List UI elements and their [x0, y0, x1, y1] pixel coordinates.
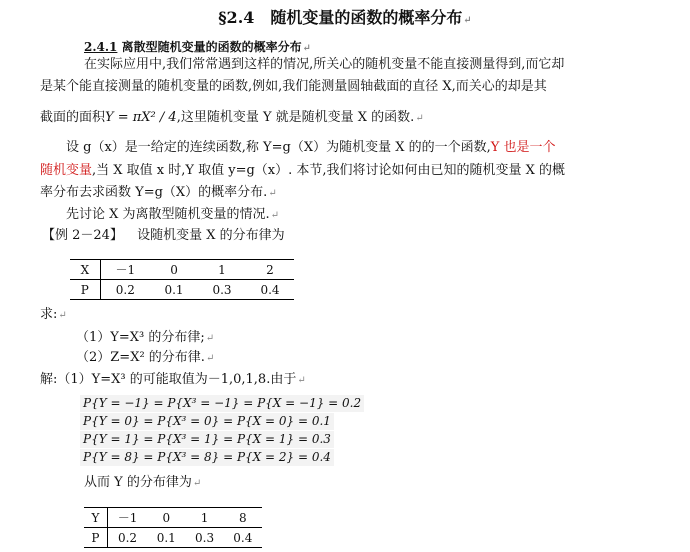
- page-title: §2.4 随机变量的函数的概率分布↵: [218, 8, 472, 27]
- section-title: 离散型随机变量的函数的概率分布: [121, 40, 302, 54]
- equation-1: P{Y = −1} = P{X³ = −1} = P{X = −1} = 0.2: [80, 395, 364, 412]
- table-row: P 0.2 0.1 0.3 0.4: [70, 280, 294, 300]
- distribution-table-x: [70, 259, 294, 300]
- para2-line3: 率分布去求函数 Y=g（X）的概率分布.↵: [40, 185, 277, 200]
- example-label: 【例 2－24】: [42, 228, 123, 243]
- table-row: P 0.2 0.1 0.3 0.4: [84, 528, 262, 548]
- para1-line1: 在实际应用中,我们常常遇到这样的情况,所关心的随机变量不能直接测量得到,而它却: [84, 57, 565, 72]
- table-row: Y －1 0 1 8: [84, 508, 262, 528]
- ask-line: 求:↵: [40, 307, 67, 322]
- para1-line3: 截面的面积Y = πX² / 4,这里随机变量 Y 就是随机变量 X 的函数.↵: [40, 110, 424, 125]
- equation-2: P{Y = 0} = P{X³ = 0} = P{X = 0} = 0.1: [80, 413, 334, 430]
- section-number: 2.4.1: [84, 40, 118, 54]
- equation-4: P{Y = 8} = P{X³ = 8} = P{X = 2} = 0.4: [80, 449, 334, 466]
- section-heading: 2.4.1 离散型随机变量的函数的概率分布↵: [84, 40, 311, 54]
- area-formula: Y = πX² / 4: [105, 110, 177, 125]
- conclusion-line: 从而 Y 的分布律为↵: [84, 475, 202, 490]
- distribution-table-y: [84, 507, 262, 548]
- example-line: 【例 2－24】 设随机变量 X 的分布律为: [42, 228, 285, 243]
- table-row: X －1 0 1 2: [70, 260, 294, 280]
- question-1: （1）Y=X³ 的分布律;↵: [76, 330, 215, 345]
- para2-line1: 设 g（x）是一给定的连续函数,称 Y=g（X）为随机变量 X 的的一个函数,Y 也是一个: [66, 140, 556, 155]
- solution-line: 解:（1）Y=X³ 的可能取值为－1,0,1,8.由于↵: [40, 372, 306, 387]
- para1-line2: 是某个能直接测量的随机变量的函数,例如,我们能测量圆轴截面的直径 X,而关心的却是其: [40, 79, 547, 94]
- equation-3: P{Y = 1} = P{X³ = 1} = P{X = 1} = 0.3: [80, 431, 334, 448]
- question-2: （2）Z=X² 的分布律.↵: [76, 350, 215, 365]
- para2-line2: 随机变量,当 X 取值 x 时,Y 取值 y=g（x）. 本节,我们将讨论如何由已知的随机变量 X 的概: [40, 163, 566, 178]
- para3: 先讨论 X 为离散型随机变量的情况.↵: [66, 207, 280, 222]
